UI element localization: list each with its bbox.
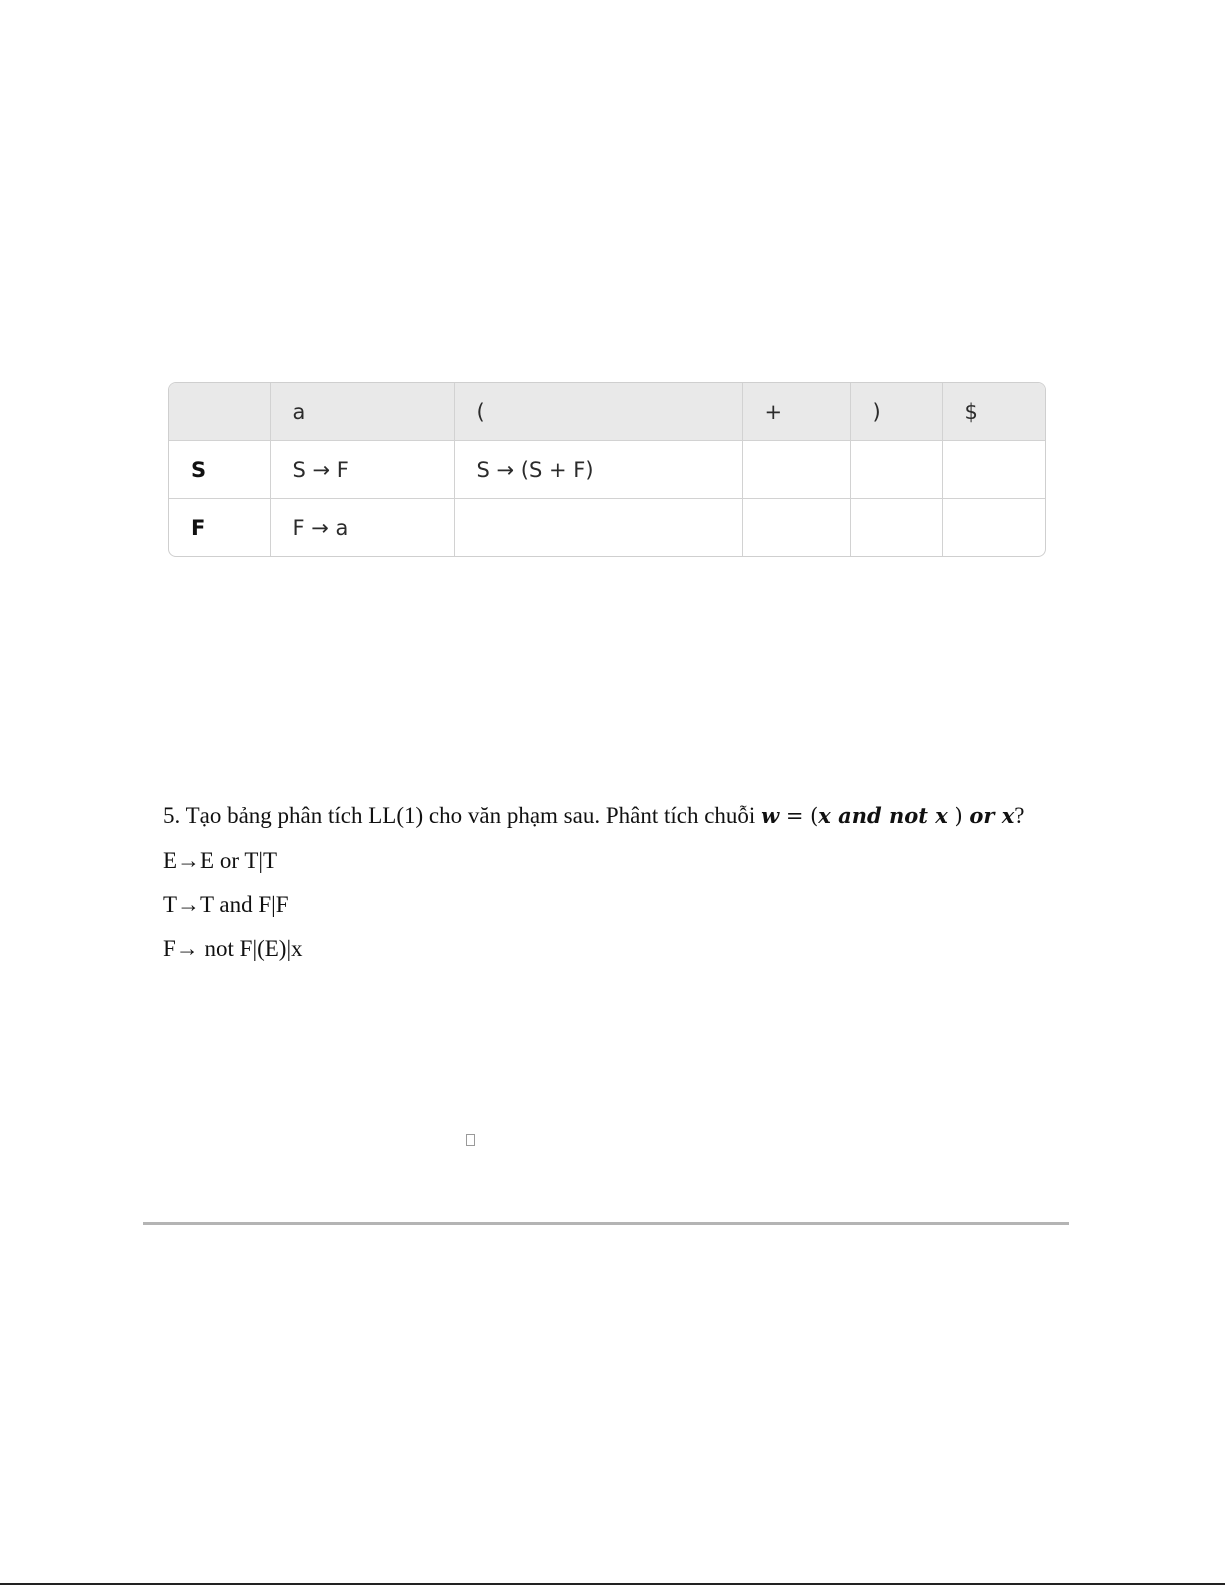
table-cell: S → F [270, 441, 454, 499]
table-cell: S → (S + F) [454, 441, 742, 499]
row-nonterminal: F [169, 499, 270, 557]
parsing-table [169, 383, 1045, 556]
grammar-rule-t: T→T and F|F [163, 892, 289, 917]
ll1-parsing-table [168, 382, 1046, 557]
grammar-rule-e: E→E or T|T [163, 848, 278, 873]
table-cell [942, 441, 1045, 499]
question-mark: ? [1014, 803, 1025, 828]
header-cell: ( [454, 383, 742, 441]
math-or-x: or x [969, 803, 1015, 828]
math-expression: x and not x [818, 803, 948, 828]
question-5 [163, 800, 1024, 832]
table-cell [742, 441, 850, 499]
header-cell: a [270, 383, 454, 441]
table-row [169, 499, 1045, 557]
table-cell [850, 441, 942, 499]
header-cell [169, 383, 270, 441]
table-row [169, 441, 1045, 499]
table-header-row [169, 383, 1045, 441]
missing-glyph-box [466, 1134, 475, 1146]
math-equals: = ( [779, 804, 819, 828]
math-close-paren: ) [947, 804, 970, 828]
table-cell: F → a [270, 499, 454, 557]
table-cell [850, 499, 942, 557]
math-variable-w: w [761, 803, 780, 828]
horizontal-divider [143, 1222, 1069, 1225]
grammar-rule-f: F→ not F|(E)|x [163, 936, 303, 961]
header-cell: ) [850, 383, 942, 441]
table-cell [742, 499, 850, 557]
table-cell [454, 499, 742, 557]
question-text: 5. Tạo bảng phân tích LL(1) cho văn phạm sau. Phânt tích chuỗi [163, 803, 762, 828]
header-cell: + [742, 383, 850, 441]
table-cell [942, 499, 1045, 557]
header-cell: $ [942, 383, 1045, 441]
row-nonterminal: S [169, 441, 270, 499]
